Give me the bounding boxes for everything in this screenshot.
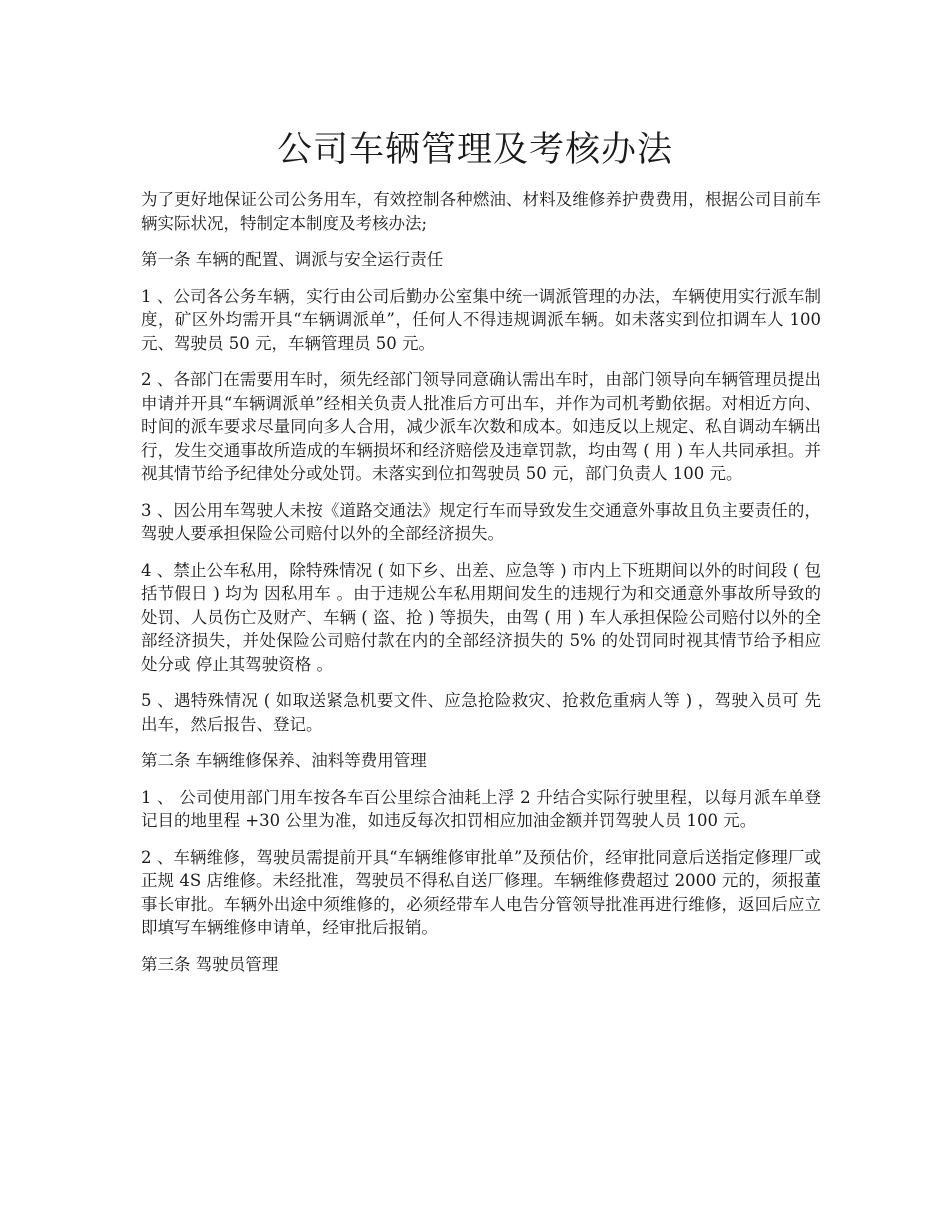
article-1-clause-2: 2 、各部门在需要用车时，须先经部门领导同意确认需出车时，由部门领导向车辆管理员提出申请并开具“车辆调派单”经相关负责人批准后方可出车，并作为司机考勤依据。对相近方向、时间的派车要求尽量同向多人合用，减少派车次数和成本。如违反以上规定、私自调动车辆出行，发生交通事故所造成的车辆损坏和经济赔偿及违章罚款，均由驾 ( 用 ) 车人共同承担。并视其情节给予纪律处分或处罚。未落实到位扣驾驶员 50 元，部门负责人 100 元。 <box>141 370 821 483</box>
article-1-clause-3: 3 、因公用车驾驶人未按《道路交通法》规定行车而导致发生交通意外事故且负主要责任的，驾驶人要承担保险公司赔付以外的全部经济损失。 <box>141 500 821 543</box>
intro-paragraph: 为了更好地保证公司公务用车，有效控制各种燃油、材料及维修养护费费用，根据公司目前车辆实际状况，特制定本制度及考核办法; <box>141 190 821 233</box>
article-1-clause-5: 5 、遇特殊情况 ( 如取送紧急机要文件、应急抢险救灾、抢救危重病人等 ) ，驾驶入员可 先出车，然后报告、登记。 <box>141 691 821 734</box>
document-body <box>141 188 821 989</box>
article-3-heading: 第三条 驾驶员管理 <box>141 954 279 974</box>
article-2-heading: 第二条 车辆维修保养、油料等费用管理 <box>141 751 427 770</box>
article-1-clause-1: 1 、公司各公务车辆，实行由公司后勤办公室集中统一调派管理的办法，车辆使用实行派车制度，矿区外均需开具“车辆调派单”，任何人不得违规调派车辆。如未落实到位扣调车人 100 元、驾驶员 50 元，车辆管理员 50 元。 <box>141 286 821 353</box>
article-1-clause-4: 4 、禁止公车私用，除特殊情况 ( 如下乡、出差、应急等 ) 市内上下班期间以外的时间段 ( 包括节假日 ) 均为 因私用车 。由于违规公车私用期间发生的违规行为和交通意外事故所导致的处罚、人员伤亡及财产、车辆 ( 盗、抢 ) 等损失，由驾 ( 用 ) 车人承担保险公司赔付以外的全部经济损失，并处保险公司赔付款在内的全部经济损失的 5% 的处罚同时视其情节给予相应处分或 停止其驾驶资格 。 <box>141 560 821 674</box>
document-title: 公司车辆管理及考核办法 <box>276 130 673 170</box>
article-2-clause-1: 1 、 公司使用部门用车按各车百公里综合油耗上浮 2 升结合实际行驶里程，以每月派车单登记目的地里程 +30 公里为准，如违反每次扣罚相应加油金额并罚驾驶人员 100 元。 <box>141 787 821 830</box>
article-2-clause-2: 2 、车辆维修，驾驶员需提前开具“车辆维修审批单”及预估价，经审批同意后送指定修理厂或正规 4S 店维修。未经批准，驾驶员不得私自送厂修理。车辆维修费超过 2000 元的，须报董事长审批。车辆外出途中须维修的，必须经带车人电告分管领导批准再进行维修，返回后应立即填写车辆维修申请单，经审批后报销。 <box>141 847 821 937</box>
article-1-heading: 第一条 车辆的配置、调派与安全运行责任 <box>141 250 444 269</box>
